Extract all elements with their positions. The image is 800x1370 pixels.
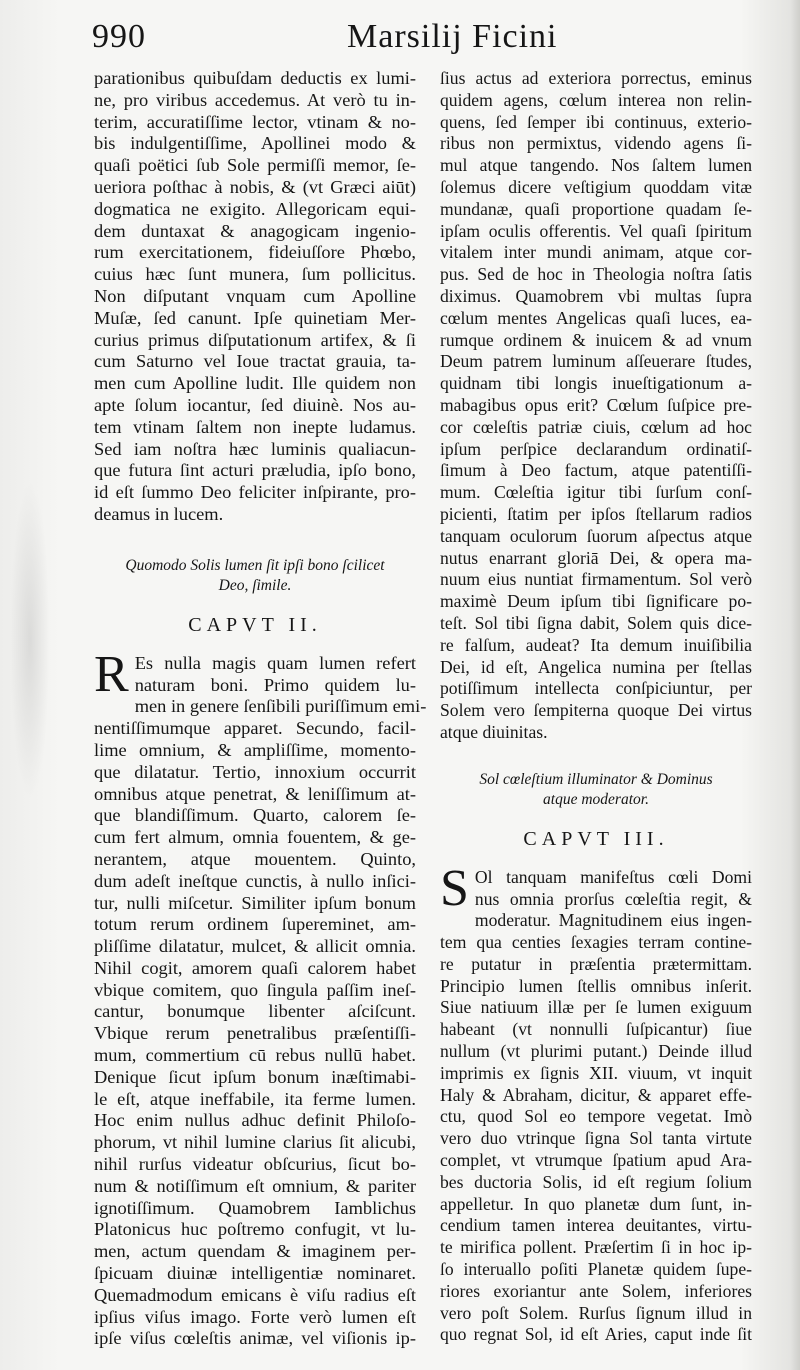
text-line: quaſi poëtici ſub Sole permiſſi memor, ſe-	[94, 155, 416, 176]
text-line: rum exercitationem, fideiuſſore Phœbo,	[94, 242, 416, 263]
text-line: vbique comitem, quo ſingula paſſim ineſ-	[94, 979, 416, 1000]
right-chapter-text	[440, 910, 752, 1346]
text-line: mundanæ, quaſi proportione quadam ſe-	[440, 198, 752, 219]
text-line: ſpicuam diuinæ intelligentiæ nominaret.	[94, 1263, 416, 1284]
left-section-title	[94, 556, 416, 596]
text-line: tanquam oculorum ſuorum aſpectus atque	[440, 525, 752, 546]
text-line: dum adeſt ineſtque cunctis, à nullo inſici-	[94, 870, 416, 891]
left-chapter-text	[94, 696, 427, 1350]
text-line: Sed iam noſtra hæc luminis qualiacun-	[94, 438, 416, 459]
text-line: bes ductoria Solis, id eſt regium ſolium	[440, 1171, 752, 1192]
page-stain	[10, 480, 50, 800]
text-line: ignotiſſimum. Quamobrem Iamblichus	[94, 1197, 416, 1218]
text-line: nus omnia prorſus cœleſtia regit, &	[474, 888, 752, 909]
text-line: imprimis ex ſignis XII. viuum, vt inquit	[440, 1062, 752, 1083]
text-line: ſius actus ad exteriora porrectus, eminus	[440, 68, 752, 88]
right-section-title	[440, 770, 752, 810]
text-line: cor cœleſtis patriæ ciuis, cœlum ad hoc	[440, 416, 752, 437]
text-line: cantur, bonumque libenter aſciſcunt.	[94, 1001, 416, 1022]
left-chapter-opening	[94, 645, 416, 703]
text-line: vero duo vtrinque ſigna Sol tanta virtute	[440, 1128, 752, 1149]
text-line: re falſum, audeat? Ita demum inuiſibilia	[440, 634, 752, 655]
text-line: mabagibus opus erit? Cœlum ſuſpice pre-	[440, 394, 752, 415]
running-head: Marsilij Ficini	[347, 18, 558, 55]
text-line: Deum patrem luminum aſſeuerare ſtudes,	[440, 351, 752, 372]
drop-cap: R	[94, 645, 129, 703]
text-line: Siue natiuum illæ per ſe lumen exiguum	[440, 997, 752, 1018]
right-column	[440, 68, 752, 1346]
text-line: Es nulla magis quam lumen refert	[134, 652, 416, 673]
text-line: cuius hæc ſunt munera, ſum pollicitus.	[94, 264, 416, 285]
text-line: ipſam oculis offerentis. Vel quaſi ſpiritum	[440, 220, 752, 241]
chapter-heading: CAPVT III.	[523, 827, 669, 850]
text-line: quidem agens, cœlum interea non relin-	[440, 89, 752, 110]
text-line: ipſum perſpice declarandum ordinatiſ-	[440, 438, 752, 459]
text-line: apte ſolum iocantur, ſed diuinè. Nos au-	[94, 394, 416, 415]
text-line: re putatur in præſentia prætermittam.	[440, 953, 752, 974]
text-line: Sol cœleſtium illuminator & Dominus	[479, 770, 713, 788]
text-line: Dei, id eſt, Angelica numina per ſtellas	[440, 656, 752, 677]
text-line: te mirifica pollent. Præſertim ſi in hoc ip-	[440, 1237, 752, 1258]
text-line: ctu, quod Sol eo tempore vegetat. Imò	[440, 1106, 752, 1127]
text-line: nihil rurſus videatur obſcurius, ſicut bo-	[94, 1154, 416, 1175]
text-line: lime omnium, & ampliſſime, momento-	[94, 739, 416, 760]
text-line: parationibus quibuſdam deductis ex lumi-	[94, 68, 416, 88]
text-line: totum rerum ordinem ſupereminet, am-	[94, 914, 416, 935]
text-line: Solem vero ſempiterna quoque Dei virtus	[440, 700, 752, 721]
text-line: cendium tamen interea deuitantes, virtu-	[440, 1215, 752, 1236]
text-line: complet, vt vtrumque ſpatium apud Ara-	[440, 1150, 752, 1171]
left-intro-text	[94, 68, 416, 526]
text-line: vero poſt Solem. Rurſus ſignum illud in	[440, 1302, 752, 1323]
text-line: ipſe viſus cœleſtis animæ, vel viſionis ip-	[94, 1328, 416, 1349]
text-line: nutus enarrant gloriā Dei, & opera ma-	[440, 547, 752, 568]
text-line: quo regnat Sol, id eſt Aries, caput inde ſit	[440, 1324, 752, 1345]
text-line: mum, commertium cū rebus nullū habet.	[94, 1045, 416, 1066]
text-line: men in genere ſenſibili puriſſimum emi-	[134, 696, 427, 717]
left-column	[94, 68, 427, 1350]
text-line: Quomodo Solis lumen ſit ipſi bono ſcilicet	[125, 556, 385, 574]
text-line: mul atque tangendo. Nos ſaltem lumen	[440, 155, 752, 176]
text-line: Non diſputant vnquam cum Apolline	[94, 285, 416, 306]
text-line: ſo interuallo poſiti Planetæ quidem ſupe-	[440, 1259, 752, 1280]
text-line: dogmatica ne exigito. Allegoricam equi-	[94, 198, 416, 219]
text-line: Hoc enim nullus adhuc definit Philoſo-	[94, 1110, 416, 1131]
text-line: le eſt, atque ineffabile, ita ferme lumen.	[94, 1088, 416, 1109]
text-line: potiſſimum intellecta conſpiciuntur, per	[440, 678, 752, 699]
text-line: ſimum à Deo factum, atque patentiſſi-	[440, 460, 752, 481]
text-line: deamus in lucem.	[94, 503, 224, 524]
text-line: cum fert almum, omnia fouentem, & ge-	[94, 827, 416, 848]
text-line: pus. Sed de hoc in Theologia noſtra ſatis	[440, 264, 752, 285]
text-line: Muſæ, ſed canunt. Ipſe quinetiam Mer-	[94, 307, 416, 328]
text-line: tem vtinam ſaltem non inepte ludamus.	[94, 416, 416, 437]
text-line: nentiſſimumque apparet. Secundo, facil-	[94, 718, 416, 739]
text-line: teſt. Sol tibi ſigna dabit, Solem quis dice-	[440, 612, 752, 633]
text-line: diximus. Quamobrem vbi multas ſupra	[440, 285, 752, 306]
text-line: naturam boni. Primo quidem lu-	[134, 674, 416, 695]
text-line: dem duntaxat & anagogicam ingenio-	[94, 220, 416, 241]
chapter-heading: CAPVT II.	[188, 613, 322, 636]
text-line: moderatur. Magnitudinem eius ingen-	[474, 910, 752, 931]
page-header	[92, 18, 752, 70]
text-line: pliſſime dilatatur, mulcet, & allicit omnia.	[94, 936, 416, 957]
page-number: 990	[92, 18, 146, 55]
text-line: atque diuinitas.	[440, 721, 548, 742]
text-line: quidnam tibi longis inueſtigationum a-	[440, 373, 752, 394]
text-line: tem qua centies ſexagies terram contine-	[440, 932, 752, 953]
text-line: Platonicus huc poſtremo confugit, vt lu-	[94, 1219, 416, 1240]
text-line: tur, nulli miſcetur. Similiter ipſum bonum	[94, 892, 416, 913]
text-line: phorum, vt nihil lumine clarius ſit alicubi,	[94, 1132, 416, 1153]
text-line: que blandiſſimum. Quarto, calorem ſe-	[94, 805, 416, 826]
text-line: Nihil cogit, amorem quaſi calorem habet	[94, 957, 416, 978]
drop-cap: S	[440, 859, 469, 917]
text-line: num & notiſſimum eſt omnium, & pariter	[94, 1175, 416, 1196]
text-line: ueriora poſthac à nobis, & (vt Græci aiūt)	[94, 176, 416, 197]
text-line: nerantem, atque mouentem. Quinto,	[94, 848, 416, 869]
text-line: Principio lumen ſtellis omnibus inſerit.	[440, 975, 752, 996]
text-line: que futura ſint acturi præludia, ipſo bono,	[94, 460, 416, 481]
text-line: Haly & Abraham, dicitur, & apparet effe-	[440, 1084, 752, 1105]
text-line: vitalem inter mundi animam, atque cor-	[440, 242, 752, 263]
text-line: nullum (vt plurimi putant.) Deinde illud	[440, 1041, 752, 1062]
text-line: cœlum mentes Angelicas quaſi luces, ea-	[440, 307, 752, 328]
text-line: ipſius viſus imago. Forte verò lumen eſt	[94, 1306, 416, 1327]
text-line: atque moderator.	[543, 790, 649, 808]
text-line: ſolemus dicere veſtigium quoddam vitæ	[440, 176, 752, 197]
text-line: picienti, ſtatim per ipſos ſtellarum radios	[440, 503, 752, 524]
text-line: rumque ordinem & inuicem & ad vnum	[440, 329, 752, 350]
right-intro-text	[440, 68, 752, 744]
text-line: terim, accuratiſſime lector, vtinam & no-	[94, 111, 416, 132]
text-line: riores exoriantur ante Solem, inferiores	[440, 1280, 752, 1301]
text-line: Deo, ſimile.	[218, 576, 292, 594]
text-line: maximè Deum ipſum tibi ſignificare po-	[440, 591, 752, 612]
text-line: omnibus atque penetrat, & leniſſimum at-	[94, 783, 416, 804]
text-line: quens, ſed ſemper ibi continuus, exterio-	[440, 111, 752, 132]
text-line: que dilatatur. Tertio, innoxium occurrit	[94, 761, 416, 782]
text-line: men cum Apolline ludit. Ille quidem non	[94, 373, 416, 394]
text-line: ne, pro viribus accedemus. At verò tu in-	[94, 89, 416, 110]
text-line: mum. Cœleſtia igitur tibi ſurſum conſ-	[440, 482, 752, 503]
text-line: ribus non permixtus, videndo agens ſi-	[440, 133, 752, 154]
text-line: Vbique rerum penetralibus præſentiſſi-	[94, 1023, 416, 1044]
right-chapter-opening	[440, 859, 752, 917]
text-line: Quemadmodum emicans è viſu radius eſt	[94, 1284, 416, 1305]
text-line: Denique ſicut ipſum bonum inæſtimabi-	[94, 1066, 416, 1087]
text-line: men, actum quendam & imaginem per-	[94, 1241, 416, 1262]
text-line: curius primus diſputationum artifex, & ſi	[94, 329, 416, 350]
text-line: id eſt ſummo Deo feliciter inſpirante, pro-	[94, 482, 416, 503]
text-line: habeant (vt nonnulli ſuſpicantur) ſiue	[440, 1019, 752, 1040]
text-line: cum Saturno vel Ioue tractat grauia, ta-	[94, 351, 416, 372]
text-line: bis indulgentiſſime, Apollinei modo &	[94, 133, 416, 154]
text-line: Ol tanquam manifeſtus cœli Domi	[474, 866, 752, 887]
text-line: appelletur. In quo planetæ dum ſunt, in-	[440, 1193, 752, 1214]
text-line: nuum eius nuntiat firmamentum. Sol verò	[440, 569, 752, 590]
